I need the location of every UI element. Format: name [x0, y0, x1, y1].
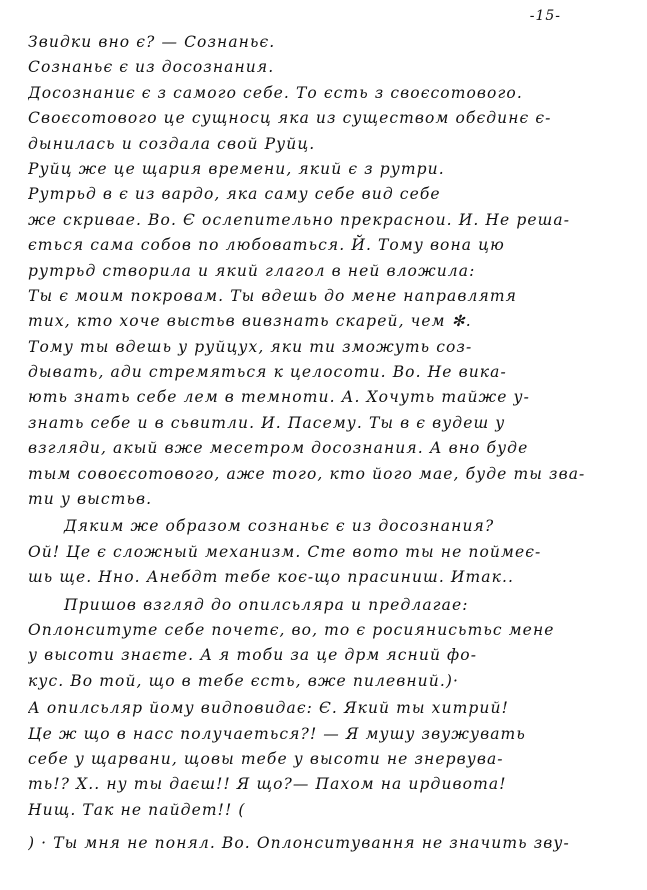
text-line: Тому ты вдешь у руйцух, яки ти зможуть соз-	[28, 337, 473, 356]
text-line: Своєсотового це сущносц яка из существом обєдинє є-	[28, 109, 552, 128]
page-number: -15-	[529, 8, 561, 24]
text-line: ють знать себе лем в темноти. А. Хочуть тайже у-	[28, 388, 530, 407]
text-line: ть!? Х.. ну ты даєш!! Я що?— Пахом на ирдивота!	[28, 775, 507, 794]
text-line: у высоти знаєте. А я тоби за це дрм ясний фо-	[28, 646, 478, 665]
text-line: рутрьд створила и який глагол в ней вложила:	[28, 261, 476, 280]
text-line: Ты є моим покровам. Ты вдешь до мене направлятя	[28, 286, 518, 305]
text-line: Нищ. Так не пайдет!! (	[28, 800, 246, 819]
text-line: ти у выстьв.	[28, 490, 153, 509]
text-line: Рутрьд в є из вардо, яка саму себе вид себе	[28, 185, 441, 204]
text-line: ється сама собов по любоваться. Й. Тому вона цю	[28, 236, 505, 255]
text-line: себе у щарвани, щовы тебе у высоти не знервува-	[28, 749, 504, 768]
text-line: Сознаньє є из досознания.	[28, 58, 275, 77]
text-line: тым совоєсотового, аже того, кто його мае, буде ты зва-	[28, 464, 586, 483]
handwritten-text-body	[28, 30, 613, 857]
text-line: Оплонситуте себе почетє, во, то є росиянисьтьс мене	[28, 620, 555, 639]
text-line: Ой! Це є сложный механизм. Сте вото ты не поймеє-	[28, 542, 542, 561]
text-line: шь ще. Нно. Анебдт тебе коє-що прасиниш. Итак..	[28, 568, 515, 587]
text-line: тих, кто хоче выстьв вивзнать скарей, чем ✻.	[28, 312, 472, 331]
text-line: знать себе и в сьвитли. И. Пасему. Ты в є вудеш у	[28, 413, 506, 432]
text-line: дынилась и создала свой Руйц.	[28, 134, 316, 153]
text-line: ) · Ты мня не понял. Во. Оплонситування не значить зву-	[28, 834, 570, 853]
text-line: же скривае. Во. Є ослепительно прекраснои. И. Не реша-	[28, 210, 571, 229]
text-line: Дяким же образом сознаньє є из досознания?	[64, 517, 495, 536]
text-line: А опилсьляр йому видповидає: Є. Який ты хитрий!	[28, 699, 509, 718]
text-line: Це ж що в насс получаеться?! — Я мушу звужувать	[28, 724, 526, 743]
text-line: взгляди, акый вже месетром досознания. А вно буде	[28, 439, 529, 458]
text-line: дывать, ади стремяться к целосоти. Во. Не вика-	[28, 363, 507, 382]
text-line: Пришов взгляд до опилсьляра и предлагае:	[64, 595, 469, 614]
text-line: Досознаниє є з самого себе. То єсть з своєсотового.	[28, 83, 523, 102]
text-line: Звидки вно є? — Сознаньє.	[28, 33, 276, 51]
text-line: Руйц же це щария времени, який є з рутри.	[28, 159, 445, 178]
text-line: кус. Во той, що в тебе єсть, вже пилевний.)·	[28, 671, 460, 690]
